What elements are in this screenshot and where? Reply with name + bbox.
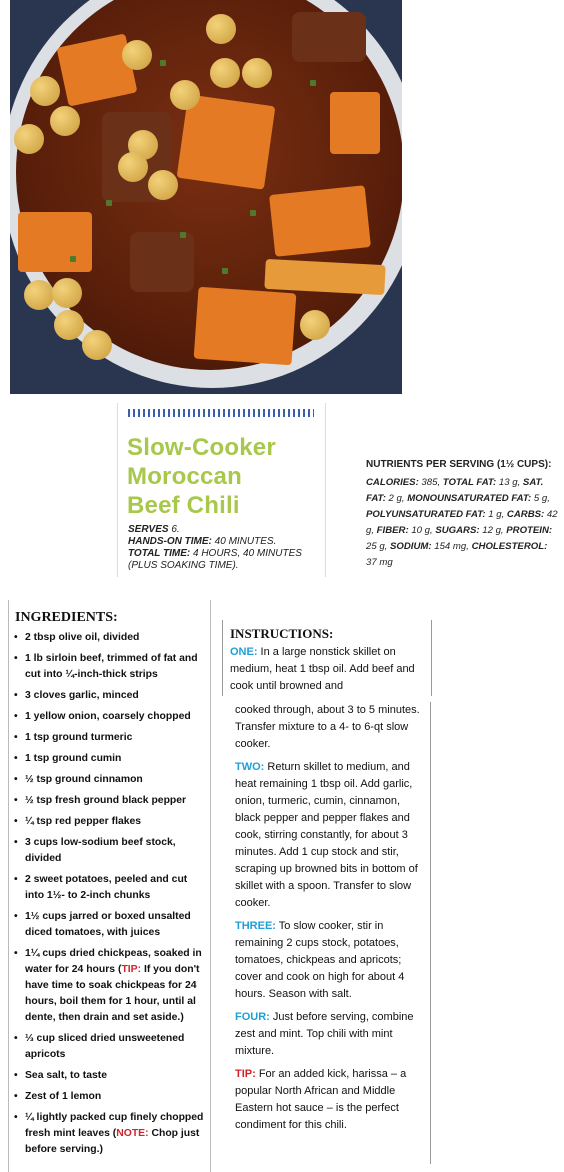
instructions-panel (228, 702, 431, 1164)
step-one-continued: cooked through, about 3 to 5 minutes. Transfer mixture to a 4- to 6-qt slow cooker. (235, 704, 420, 750)
ingredient-item: • 2 sweet potatoes, peeled and cut into 1½- to 2-inch chunks (13, 872, 209, 904)
ingredient-item: • 2 tbsp olive oil, divided (13, 630, 209, 646)
recipe-title: Slow-Cooker Moroccan Beef Chili (127, 434, 276, 519)
step-one: ONE: In a large nonstick skillet on medium, heat 1 tbsp oil. Add beef and cook until browned and (230, 646, 415, 692)
decorative-stripe (128, 409, 314, 417)
ingredients-heading: INGREDIENTS: (15, 610, 118, 625)
ingredient-item: • 1 tsp ground turmeric (13, 730, 209, 746)
ingredient-item: • ½ tsp fresh ground black pepper (13, 793, 209, 809)
ingredient-item: • 1 tsp ground cumin (13, 751, 209, 767)
ingredient-item-mint: • ¼ lightly packed cup finely chopped fresh mint leaves (NOTE: Chop just before serving.) (13, 1110, 209, 1158)
instructions-panel-top (222, 620, 432, 696)
step-four: FOUR: Just before serving, combine zest and mint. Top chili with mint mixture. (235, 1011, 414, 1057)
ingredients-list (13, 630, 209, 1163)
ingredient-item: • 3 cups low-sodium beef stock, divided (13, 835, 209, 867)
ingredient-item: • ¼ tsp red pepper flakes (13, 814, 209, 830)
recipe-photo (10, 0, 402, 394)
ingredients-panel (8, 600, 211, 1172)
recipe-title-card (117, 403, 326, 577)
ingredient-item: • 3 cloves garlic, minced (13, 688, 209, 704)
recipe-meta: SERVES 6. HANDS-ON TIME: 40 MINUTES. TOTAL TIME: 4 HOURS, 40 MINUTES (PLUS SOAKING TIME). (128, 524, 302, 571)
instructions-heading: INSTRUCTIONS: (230, 626, 334, 641)
ingredient-item-chickpeas: • 1¼ cups dried chickpeas, soaked in water for 24 hours (TIP: If you don't have time to soak chickpeas for 24 hours, boil them for 1 hour, until al dente, then drain and set aside.) (13, 946, 209, 1026)
tip: TIP: For an added kick, harissa – a popular North African and Middle Eastern hot sauce – is the perfect condiment for this chili. (235, 1068, 407, 1131)
ingredient-item: • ½ tsp ground cinnamon (13, 772, 209, 788)
ingredient-item: • Sea salt, to taste (13, 1068, 209, 1084)
step-three: THREE: To slow cooker, stir in remaining 2 cups stock, potatoes, tomatoes, chickpeas and apricots; cover and cook on high for about 4 hours. Season with salt. (235, 920, 405, 1000)
ingredient-item: • 1 lb sirloin beef, trimmed of fat and cut into ¼-inch-thick strips (13, 651, 209, 683)
nutrients-panel (366, 457, 558, 571)
nutrients-list: CALORIES: 385, TOTAL FAT: 13 g, SAT. FAT: 2 g, MONOUNSATURATED FAT: 5 g, POLYUNSATURATED FAT: 1 g, CARBS: 42 g, FIBER: 10 g, SUGARS: 12 g, PROTEIN: 25 g, SODIUM: 154 mg, CHOLESTEROL: 37 mg (366, 477, 558, 568)
nutrients-heading: NUTRIENTS PER SERVING (1½ CUPS): (366, 459, 552, 470)
step-two: TWO: Return skillet to medium, and heat remaining 1 tbsp oil. Add garlic, onion, turmeric, cumin, cinnamon, black pepper and pepper flakes and cook, stirring constantly, for about 3 minutes. Add 1 cup stock and stir, scraping up browned bits in bottom of skillet with a spoon. Transfer to slow cooker. (235, 761, 418, 909)
ingredient-item: • ⅓ cup sliced dried unsweetened apricots (13, 1031, 209, 1063)
ingredient-item: • 1½ cups jarred or boxed unsalted diced tomatoes, with juices (13, 909, 209, 941)
ingredient-item: • Zest of 1 lemon (13, 1089, 209, 1105)
ingredient-item: • 1 yellow onion, coarsely chopped (13, 709, 209, 725)
